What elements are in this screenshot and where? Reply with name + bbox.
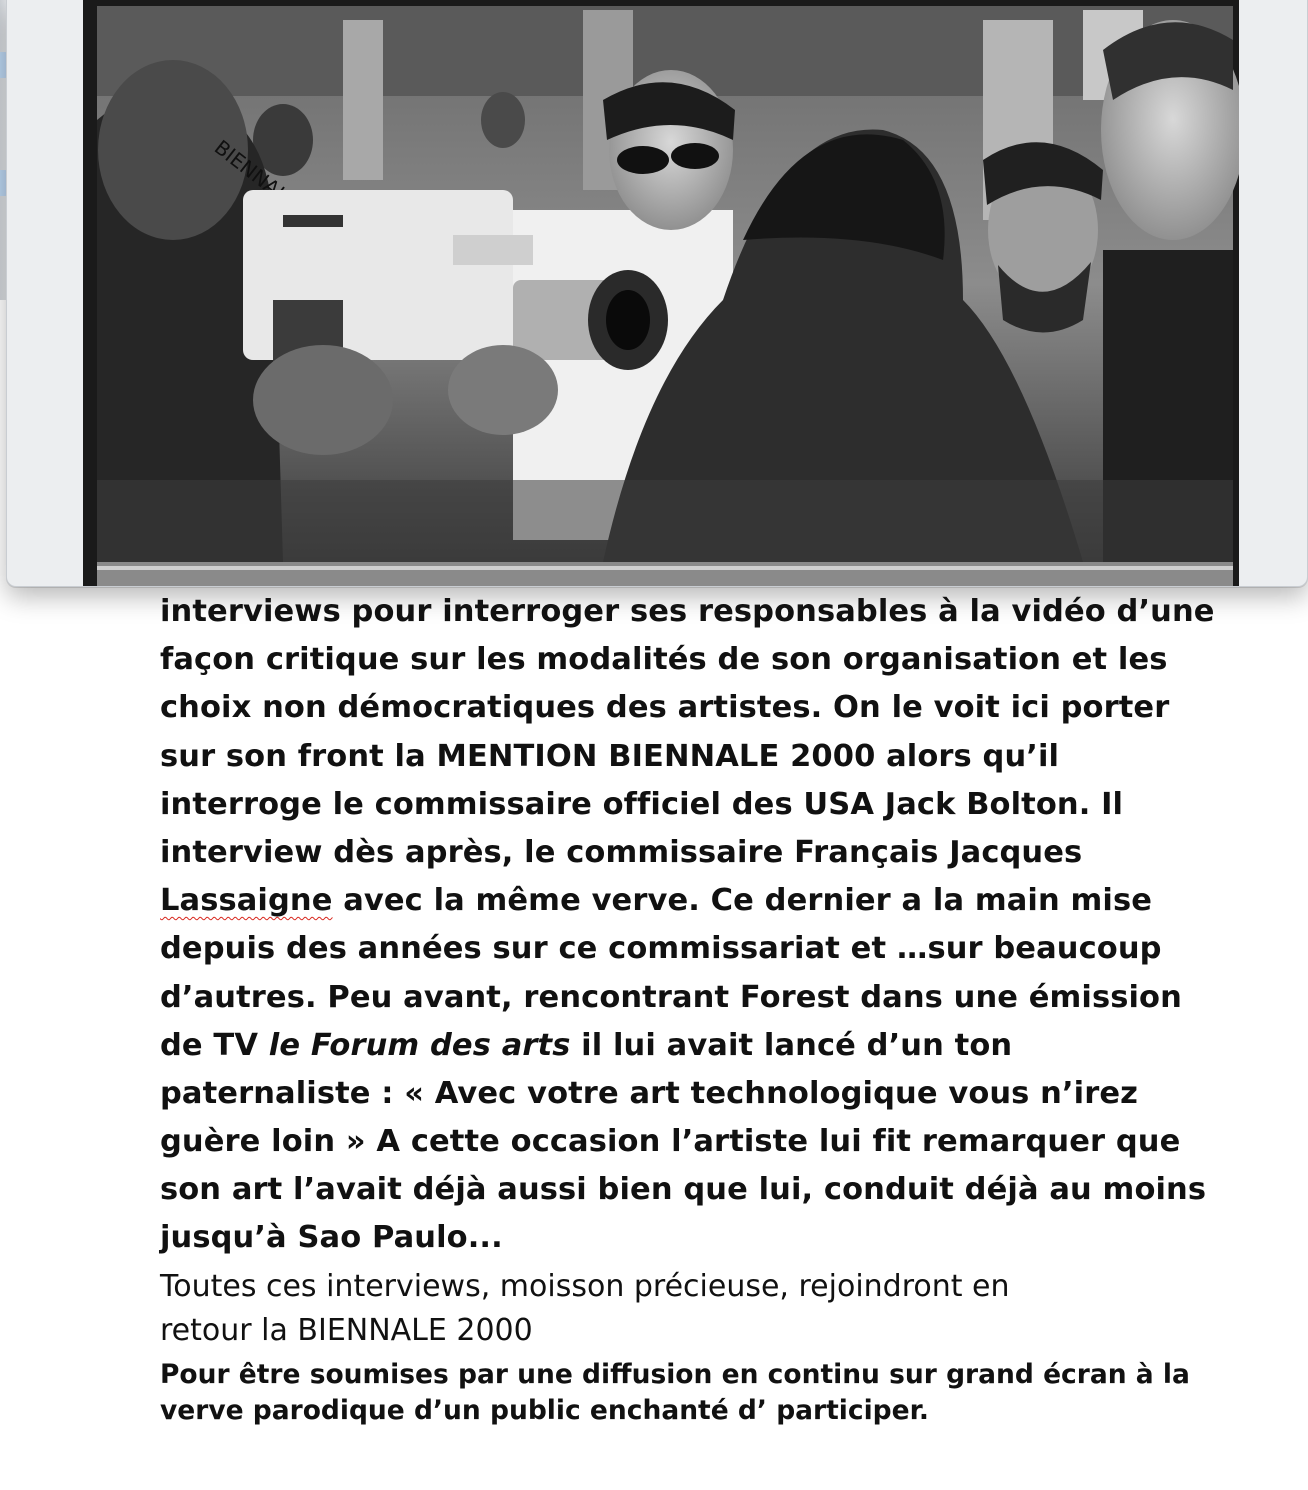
text-fragment: il lui avait lancé d’un ton (570, 1027, 1013, 1063)
text-fragment: avec la même verve. Ce dernier a la main mise (332, 883, 1152, 919)
text-line: paternaliste : « Avec votre art technologique vous n’irez (160, 1075, 1138, 1111)
text-line: interviews pour interroger ses responsables à la vidéo d’une (160, 594, 1215, 629)
text-line: sur son front la MENTION BIENNALE 2000 alors qu’il (160, 738, 1060, 774)
black-and-white-photo (83, 0, 1239, 587)
text-line: son art l’avait déjà aussi bien que lui, conduit déjà au moins (160, 1172, 1207, 1208)
photo-illustration (83, 0, 1239, 587)
text-line: Toutes ces interviews, moisson précieuse, rejoindront en (160, 1268, 1010, 1304)
italic-title: le Forum des arts (268, 1027, 571, 1063)
text-line: retour la BIENNALE 2000 (160, 1312, 533, 1348)
paragraph-closing (160, 1357, 1190, 1429)
text-line: interview dès après, le commissaire Français Jacques (160, 834, 1083, 870)
text-line: interroge le commissaire officiel des USA Jack Bolton. Il (160, 786, 1124, 822)
paragraph-secondary (160, 1265, 1160, 1353)
text-line: choix non démocratiques des artistes. On le voit ici porter (160, 690, 1170, 726)
text-line: Pour être soumises par une diffusion en continu sur grand écran à la (160, 1358, 1190, 1390)
paragraph-main (160, 588, 1215, 1263)
text-line (160, 877, 1160, 925)
misspelled-word[interactable]: Lassaigne (160, 883, 333, 919)
image-preview-window[interactable] (6, 0, 1308, 587)
text-line (160, 1022, 1160, 1070)
document-body (160, 588, 1215, 1429)
text-line: guère loin » A cette occasion l’artiste lui fit remarquer que (160, 1124, 1181, 1160)
text-line: façon critique sur les modalités de son organisation et les (160, 642, 1168, 678)
headband-text: BIENNALE (209, 135, 304, 216)
text-line: jusqu’à Sao Paulo... (160, 1220, 503, 1256)
text-line: d’autres. Peu avant, rencontrant Forest dans une émission (160, 979, 1182, 1015)
text-line: depuis des années sur ce commissariat et …sur beaucoup (160, 931, 1162, 967)
text-line: verve parodique d’un public enchanté d’ participer. (160, 1394, 929, 1426)
text-fragment: de TV (160, 1027, 269, 1063)
